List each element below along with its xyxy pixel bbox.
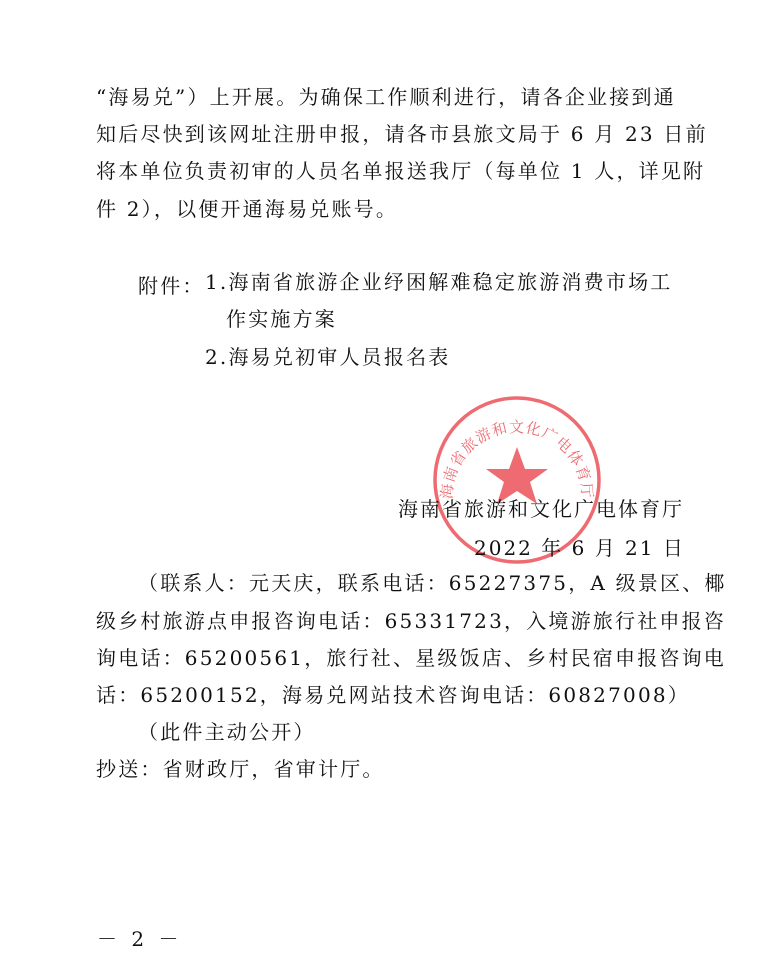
contact-line-3: 询电话：65200561，旅行社、星级饭店、乡村民宿申报咨询电	[96, 646, 726, 670]
attachment-item-1-line-1: 1.海南省旅游企业纾困解难稳定旅游消费市场工	[205, 270, 673, 294]
body-paragraph-line-2: 知后尽快到该网址注册申报，请各市县旅文局于 6 月 23 日前	[96, 122, 708, 146]
signature-organization: 海南省旅游和文化广电体育厅	[398, 497, 684, 521]
contact-line-2: 级乡村旅游点申报咨询电话：65331723，入境游旅行社申报咨	[96, 609, 726, 633]
seal-text: 海南省旅游和文化广电体育厅	[437, 418, 597, 500]
body-paragraph-line-3: 将本单位负责初审的人员名单报送我厅（每单位 1 人，详见附	[96, 159, 706, 183]
signature-date: 2022 年 6 月 21 日	[474, 536, 685, 560]
attachments-label: 附件：	[138, 274, 205, 298]
contact-line-1: （联系人：元天庆，联系电话：65227375，A 级景区、椰	[138, 571, 727, 595]
attachment-item-2: 2.海易兑初审人员报名表	[205, 345, 451, 369]
cc-line: 抄送：省财政厅，省审计厅。	[96, 757, 385, 781]
body-paragraph-line-4: 件 2），以便开通海易兑账号。	[96, 197, 399, 221]
contact-line-4: 话：65200152，海易兑网站技术咨询电话：60827008）	[96, 683, 690, 707]
public-disclosure-note: （此件主动公开）	[138, 720, 316, 744]
attachment-item-1-line-2: 作实施方案	[226, 307, 337, 331]
page-number: － 2 －	[97, 927, 183, 951]
body-paragraph-line-1: “海易兑”）上开展。为确保工作顺利进行，请各企业接到通	[96, 85, 676, 109]
